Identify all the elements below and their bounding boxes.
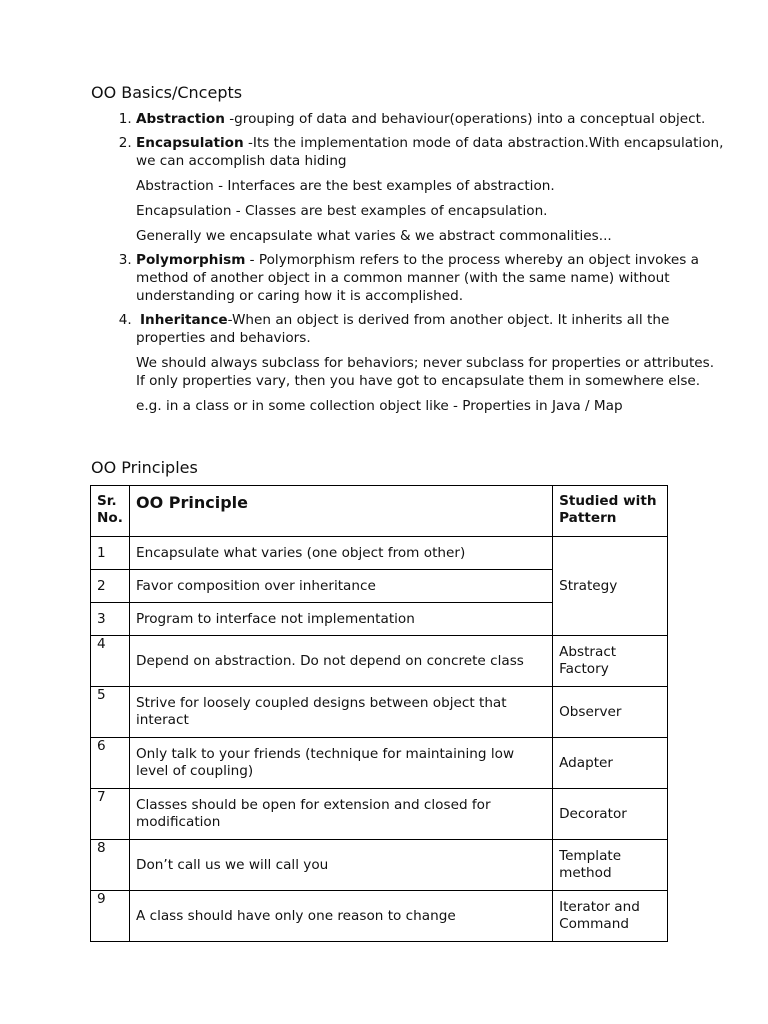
table-row <box>91 687 668 738</box>
principles-table <box>90 485 668 942</box>
cell-principle: Encapsulate what varies (one object from other) <box>129 537 552 570</box>
list-item-polymorphism <box>136 251 726 305</box>
cell-no: 3 <box>91 603 130 636</box>
definition-inheritance: -When an object is derived from another object. It inherits all the properties and behaviors. <box>136 312 670 346</box>
note-encapsulation-classes: Encapsulation - Classes are best examples of encapsulation. <box>136 203 548 219</box>
list-item-abstraction <box>136 110 726 128</box>
table-row <box>91 840 668 891</box>
cell-pattern: Decorator <box>553 789 668 840</box>
cell-principle: Only talk to your friends (technique for maintaining low level of coupling) <box>129 738 552 789</box>
cell-no: 9 <box>91 891 130 942</box>
definition-abstraction: -grouping of data and behaviour(operations) into a conceptual object. <box>224 111 706 127</box>
section-title-basics: OO Basics/Cncepts <box>91 83 243 102</box>
cell-pattern: Abstract Factory <box>553 636 668 687</box>
note-subclass-behaviors: We should always subclass for behaviors; never subclass for properties or attributes. If only properties vary, then you have got to encapsulate them in somewhere else. <box>136 355 715 389</box>
term-polymorphism: Polymorphism <box>136 252 246 268</box>
definition-encapsulation: -Its the implementation mode of data abstraction.With encapsulation, we can accomplish data hiding <box>136 135 724 169</box>
cell-principle: Classes should be open for extension and closed for modification <box>129 789 552 840</box>
table-row <box>91 891 668 942</box>
note-encapsulate-varies: Generally we encapsulate what varies & we abstract commonalities... <box>136 228 612 244</box>
table-row <box>91 537 668 570</box>
term-inheritance: Inheritance <box>140 312 228 328</box>
cell-principle: Strive for loosely coupled designs between object that interact <box>129 687 552 738</box>
concepts-list <box>91 110 726 421</box>
header-oo-principle: OO Principle <box>129 486 552 537</box>
table-header-row <box>91 486 668 537</box>
cell-principle: Depend on abstraction. Do not depend on concrete class <box>129 636 552 687</box>
table-row <box>91 789 668 840</box>
table-row <box>91 738 668 789</box>
cell-no: 6 <box>91 738 130 789</box>
term-encapsulation: Encapsulation <box>136 135 244 151</box>
cell-no: 4 <box>91 636 130 687</box>
section-title-principles: OO Principles <box>91 458 198 477</box>
cell-no: 5 <box>91 687 130 738</box>
cell-no: 7 <box>91 789 130 840</box>
list-item-inheritance <box>136 311 726 415</box>
header-sr-no: Sr. No. <box>91 486 130 537</box>
header-studied-pattern: Studied with Pattern <box>553 486 668 537</box>
cell-pattern-strategy: Strategy <box>553 537 668 636</box>
cell-pattern: Template method <box>553 840 668 891</box>
note-properties-example: e.g. in a class or in some collection object like - Properties in Java / Map <box>136 398 623 414</box>
note-abstraction-interfaces: Abstraction - Interfaces are the best examples of abstraction. <box>136 178 555 194</box>
cell-pattern: Iterator and Command <box>553 891 668 942</box>
cell-no: 2 <box>91 570 130 603</box>
table-row <box>91 636 668 687</box>
cell-principle: Don’t call us we will call you <box>129 840 552 891</box>
cell-no: 8 <box>91 840 130 891</box>
cell-pattern: Observer <box>553 687 668 738</box>
cell-principle: Favor composition over inheritance <box>129 570 552 603</box>
definition-polymorphism: - Polymorphism refers to the process whereby an object invokes a method of another object in a common manner (with the same name) without understanding or caring how it is accomplished. <box>136 252 699 304</box>
list-item-encapsulation <box>136 134 726 245</box>
term-abstraction: Abstraction <box>136 111 225 127</box>
cell-pattern: Adapter <box>553 738 668 789</box>
cell-no: 1 <box>91 537 130 570</box>
cell-principle: Program to interface not implementation <box>129 603 552 636</box>
cell-principle: A class should have only one reason to change <box>129 891 552 942</box>
